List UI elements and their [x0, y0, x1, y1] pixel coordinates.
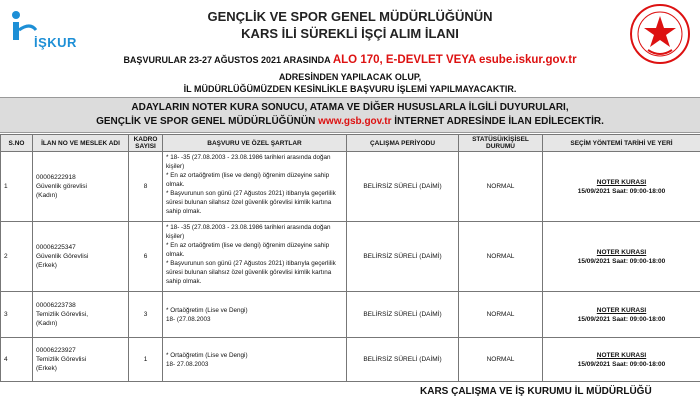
table-row — [1, 222, 700, 292]
row-meslek: Güvenlik görevlisi — [36, 183, 87, 190]
application-suffix: ADRESİNDEN YAPILACAK OLUP, — [278, 72, 422, 82]
row-cinsiyet: (Kadın) — [36, 320, 58, 327]
row-secim — [543, 222, 700, 292]
table-row — [1, 338, 700, 382]
row-periyot: BELİRSİZ SÜRELİ (DAİMİ) — [347, 338, 459, 382]
col-header-secim: SEÇİM YÖNTEMİ TARİHİ VE YERİ — [543, 135, 700, 152]
row-secim — [543, 338, 700, 382]
row-sno: 3 — [1, 292, 33, 338]
row-cinsiyet: (Kadın) — [36, 192, 58, 199]
col-header-kadro: KADRO SAYISI — [129, 135, 163, 152]
application-dates — [0, 54, 700, 66]
row-statu: NORMAL — [459, 338, 543, 382]
row-sno: 1 — [1, 152, 33, 222]
row-cinsiyet: (Erkek) — [36, 262, 57, 269]
row-ilan-no: 00006222918 — [36, 174, 76, 181]
notice-banner-line2 — [0, 116, 700, 127]
page-title-line1: GENÇLİK VE SPOR GENEL MÜDÜRLÜĞÜNÜN — [207, 9, 493, 24]
col-header-statu: STATÜSÜ/KİŞİSEL DURUMU — [459, 135, 543, 152]
row-meslek: Temizlik Görevlisi — [36, 356, 87, 363]
row-secim-date: 15/09/2021 Saat: 09:00-18:00 — [577, 360, 666, 368]
row-sartlar: * 18- -35 (27.08.2003 - 23.08.1986 tarihleri arasında doğan kişiler) * En az ortaöğretim (lise ve dengi) öğrenim düzeyine sahip olmak. * Başvurunun son günü (27 Ağustos 2021) itibarıyla geçerlilik süresi bulunan silahsız özel güvenlik görevlisi kimlik kartına sahip olmak. — [163, 152, 347, 222]
table-row — [1, 292, 700, 338]
table-header-row — [1, 135, 700, 152]
row-kadro: 3 — [129, 292, 163, 338]
footer-institution: KARS ÇALIŞMA VE İŞ KURUMU İL MÜDÜRLÜĞÜ — [420, 386, 652, 397]
notice-banner-suffix: İNTERNET ADRESİNDE İLAN EDİLECEKTİR. — [394, 116, 604, 127]
iskur-logo-text: İŞKUR — [34, 35, 77, 50]
row-kadro: 8 — [129, 152, 163, 222]
row-sartlar: * 18- -35 (27.08.2003 - 23.08.1986 tarihleri arasında doğan kişiler) * En az ortaöğretim (lise ve dengi) öğrenim düzeyine sahip olmak. * Başvurunun son günü (27 Ağustos 2021) itibarıyla geçerlilik süresi bulunan silahsız özel güvenlik görevlisi kimlik kartına sahip olmak. — [163, 222, 347, 292]
col-header-periyot: ÇALIŞMA PERİYODU — [347, 135, 459, 152]
row-sno: 4 — [1, 338, 33, 382]
notice-banner-prefix: GENÇLİK VE SPOR GENEL MÜDÜRLÜĞÜNÜN — [96, 116, 316, 127]
row-ilan-no: 00006223927 — [36, 347, 76, 354]
row-ilan — [33, 222, 129, 292]
row-ilan — [33, 338, 129, 382]
row-meslek: Temizlik Görevlisi, — [36, 311, 89, 318]
row-kadro: 1 — [129, 338, 163, 382]
row-secim-date: 15/09/2021 Saat: 09:00-18:00 — [577, 257, 666, 265]
row-secim-method: NOTER KURASI — [596, 351, 647, 359]
row-ilan-no: 00006225347 — [36, 244, 76, 251]
row-sartlar: * Ortaöğretim (Lise ve Dengi) 18- 27.08.2003 — [163, 338, 347, 382]
row-secim-method: NOTER KURASI — [596, 248, 647, 256]
row-sno: 2 — [1, 222, 33, 292]
row-secim-method: NOTER KURASI — [596, 178, 647, 186]
notice-banner — [0, 97, 700, 133]
row-statu: NORMAL — [459, 152, 543, 222]
announcement-header — [0, 0, 700, 94]
col-header-sartlar: BAŞVURU VE ÖZEL ŞARTLAR — [163, 135, 347, 152]
application-prefix: BAŞVURULAR 23-27 AĞUSTOS 2021 ARASINDA — [123, 55, 331, 65]
gsb-website-link[interactable]: www.gsb.gov.tr — [318, 116, 392, 127]
row-periyot: BELİRSİZ SÜRELİ (DAİMİ) — [347, 152, 459, 222]
row-secim-method: NOTER KURASI — [596, 306, 647, 314]
row-statu: NORMAL — [459, 292, 543, 338]
row-sartlar: * Ortaöğretim (Lise ve Dengi) 18- (27.08.2003 — [163, 292, 347, 338]
row-secim — [543, 292, 700, 338]
row-ilan-no: 00006223738 — [36, 302, 76, 309]
row-periyot: BELİRSİZ SÜRELİ (DAİMİ) — [347, 292, 459, 338]
row-cinsiyet: (Erkek) — [36, 365, 57, 372]
application-channels[interactable]: ALO 170, E-DEVLET VEYA esube.iskur.gov.tr — [332, 54, 577, 66]
row-meslek: Güvenlik Görevlisi — [36, 253, 89, 260]
job-table — [0, 134, 700, 382]
gsb-seal-icon — [628, 2, 692, 66]
row-secim-date: 15/09/2021 Saat: 09:00-18:00 — [577, 315, 666, 323]
row-kadro: 6 — [129, 222, 163, 292]
col-header-sno: S.NO — [1, 135, 33, 152]
no-direct-application-note: İL MÜDÜRLÜĞÜMÜZDEN KESİNLİKLE BAŞVURU İŞLEMİ YAPILMAYACAKTIR. — [183, 84, 517, 94]
table-row — [1, 152, 700, 222]
row-ilan — [33, 152, 129, 222]
page-title-line2: KARS İLİ SÜREKLİ İŞÇİ ALIM İLANI — [241, 26, 459, 41]
col-header-ilan: İLAN NO VE MESLEK ADI — [33, 135, 129, 152]
row-secim-date: 15/09/2021 Saat: 09:00-18:00 — [577, 187, 666, 195]
notice-banner-line1: ADAYLARIN NOTER KURA SONUCU, ATAMA VE DİĞER HUSUSLARLA İLGİLİ DUYURULARI, — [131, 102, 569, 113]
row-secim — [543, 152, 700, 222]
row-periyot: BELİRSİZ SÜRELİ (DAİMİ) — [347, 222, 459, 292]
row-ilan — [33, 292, 129, 338]
row-statu: NORMAL — [459, 222, 543, 292]
